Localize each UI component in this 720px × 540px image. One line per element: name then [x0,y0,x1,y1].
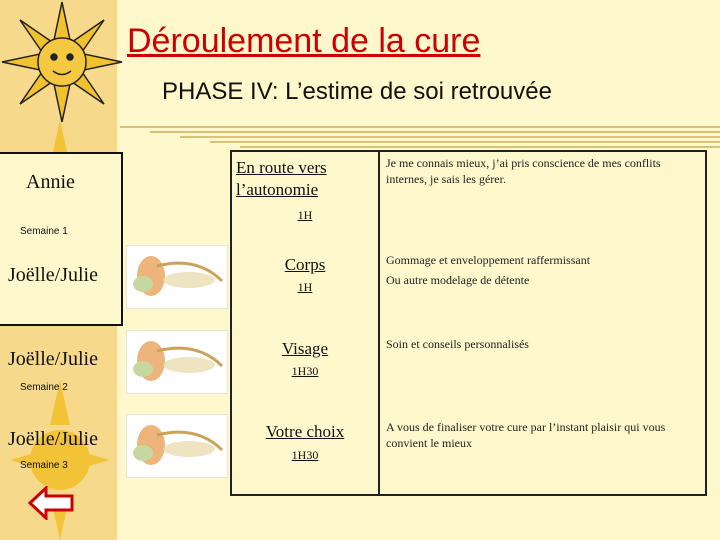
activity-label: Votre choix [265,422,345,441]
decor-stripe [240,146,720,148]
activity-label: Visage [281,339,329,358]
column-divider [378,152,380,494]
description-text: Gommage et enveloppement raffermissant [386,253,591,267]
person-joelle-julie: Joëlle/Julie [8,264,98,286]
description-text: Soin et conseils personnalisés [386,337,529,351]
flower-logo-icon [126,330,228,394]
person-joelle-julie: Joëlle/Julie [8,428,98,450]
back-arrow-icon[interactable] [28,486,74,520]
week-label-3: Semaine 3 [20,460,68,471]
duration-label: 1H [297,208,313,222]
program-table [230,150,707,496]
duration-label: 1H30 [291,364,319,378]
activity-label: Corps [284,255,326,274]
sun-icon [0,0,125,125]
description-text: Je me connais mieux, j’ai pris conscience de mes conflits internes, je sais les gérer. [386,156,661,186]
slide-subtitle: PHASE IV: L’estime de soi retrouvée [162,78,552,105]
activity-label: En route vers [236,158,327,177]
description-text: Ou autre modelage de détente [386,273,530,287]
slide-title: Déroulement de la cure [127,22,481,60]
duration-label: 1H30 [291,448,319,462]
decor-stripe [120,126,720,128]
week-label-1: Semaine 1 [20,226,68,237]
person-annie: Annie [26,171,75,193]
week-label-2: Semaine 2 [20,382,68,393]
activity-label: l’autonomie [236,180,319,199]
decor-stripe [180,136,720,138]
person-joelle-julie: Joëlle/Julie [8,348,98,370]
description-text: A vous de finaliser votre cure par l’instant plaisir qui vous convient le mieux [386,420,666,450]
decor-stripe [210,141,720,143]
flower-logo-icon [126,245,228,309]
duration-label: 1H [297,280,313,294]
decor-stripe [150,131,720,133]
flower-logo-icon [126,414,228,478]
